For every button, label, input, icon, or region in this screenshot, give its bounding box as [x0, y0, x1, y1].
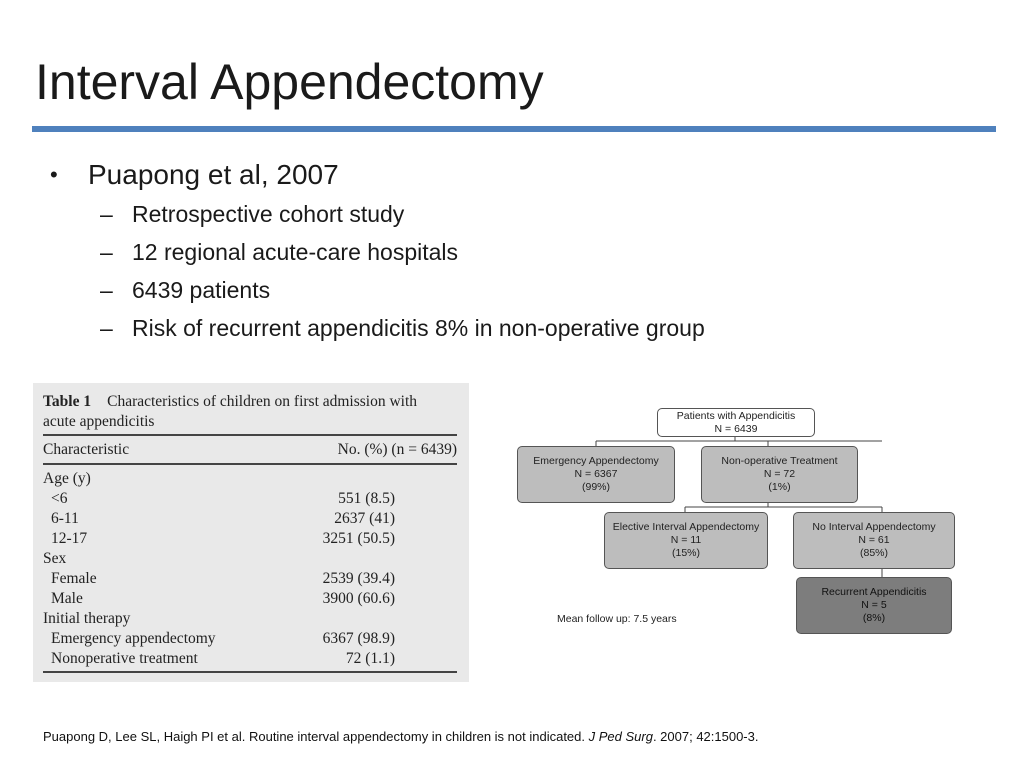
followup-note: Mean follow up: 7.5 years [557, 613, 677, 625]
row-label: Sex [43, 550, 67, 567]
box-line: Recurrent Appendicitis [821, 586, 927, 598]
sub-bullet [48, 233, 988, 271]
recurrent-appendicitis-box [796, 577, 952, 634]
bullet-main [48, 155, 988, 195]
sub-bullet-text: Risk of recurrent appendicitis 8% in non-operative group [132, 315, 705, 341]
elective-interval-box [604, 512, 768, 569]
table-header-rule [43, 463, 457, 465]
bullet-main-text: Puapong et al, 2007 [88, 159, 339, 190]
sub-bullet-text: 6439 patients [132, 277, 271, 303]
row-value: 551 (8.5) [338, 490, 395, 507]
citation-authors: Puapong D, Lee SL, Haigh PI et al. Routine interval appendectomy in children is not indicated. [43, 729, 589, 744]
sub-bullet [48, 271, 988, 309]
row-label: Nonoperative treatment [51, 650, 198, 667]
title-divider [32, 126, 996, 132]
table-row [43, 489, 457, 509]
table-row [43, 509, 457, 529]
table-header-value: No. (%) (n = 6439) [337, 441, 457, 458]
table-row [43, 469, 457, 489]
citation [43, 729, 758, 745]
box-line: (85%) [859, 547, 888, 559]
citation-journal: J Ped Surg [588, 729, 653, 744]
slide-title: Interval Appendectomy [35, 54, 544, 110]
row-label: 6-11 [51, 510, 79, 527]
row-label: Initial therapy [43, 610, 131, 627]
dash-icon: – [100, 277, 113, 303]
table-bottom-rule [43, 671, 457, 673]
patient-flowchart [510, 400, 970, 640]
box-line: N = 61 [858, 534, 890, 546]
characteristics-table [33, 383, 469, 682]
box-line: (1%) [768, 481, 791, 493]
sub-bullet-text: Retrospective cohort study [132, 201, 405, 227]
table-row [43, 549, 457, 569]
table-row [43, 629, 457, 649]
dash-icon: – [100, 201, 113, 227]
row-label: Emergency appendectomy [51, 630, 216, 647]
row-label: <6 [51, 490, 68, 507]
box-line: No Interval Appendectomy [812, 521, 936, 533]
box-line: Patients with Appendicitis [676, 409, 796, 422]
table-top-rule [43, 434, 457, 436]
dash-icon: – [100, 239, 113, 265]
box-line: (8%) [862, 612, 886, 624]
sub-bullet [48, 195, 988, 233]
table-number: Table 1 [43, 393, 92, 410]
emergency-appendectomy-box [517, 446, 675, 503]
row-label: 12-17 [51, 530, 88, 547]
row-value: 3900 (60.6) [322, 590, 395, 607]
box-line: (99%) [581, 481, 610, 493]
box-line: N = 72 [763, 468, 796, 480]
table-row [43, 649, 457, 669]
citation-details: . 2007; 42:1500-3. [652, 729, 759, 744]
table-header-row [43, 440, 457, 460]
box-line: (15%) [671, 547, 700, 559]
row-value: 2539 (39.4) [322, 570, 395, 587]
box-line: N = 5 [861, 599, 887, 611]
row-label: Female [51, 570, 97, 587]
box-line: Elective Interval Appendectomy [612, 521, 760, 533]
nonoperative-treatment-box [701, 446, 858, 503]
table-row [43, 569, 457, 589]
row-label: Male [51, 590, 83, 607]
row-value: 2637 (41) [334, 510, 395, 527]
row-value: 72 (1.1) [345, 650, 395, 667]
bullet-list [48, 155, 988, 347]
table-caption-text: Characteristics of children on first admission with acute appendicitis [43, 393, 418, 430]
table-header-characteristic: Characteristic [43, 441, 130, 458]
table-row [43, 609, 457, 629]
sub-bullet-text: 12 regional acute-care hospitals [132, 239, 459, 265]
row-value: 3251 (50.5) [322, 530, 395, 547]
box-line: Emergency Appendectomy [533, 455, 659, 467]
box-line: Non-operative Treatment [721, 455, 838, 467]
box-line: N = 6439 [714, 422, 758, 435]
bullet-dot-icon: • [50, 162, 58, 187]
root-patients-box [657, 408, 815, 437]
table-row [43, 589, 457, 609]
sub-bullet [48, 309, 988, 347]
row-label: Age (y) [43, 470, 91, 487]
row-value: 6367 (98.9) [322, 630, 395, 647]
table-row [43, 529, 457, 549]
box-line: N = 6367 [574, 468, 618, 480]
box-line: N = 11 [670, 534, 702, 546]
table-caption [43, 392, 453, 432]
dash-icon: – [100, 315, 113, 341]
no-interval-box [793, 512, 955, 569]
